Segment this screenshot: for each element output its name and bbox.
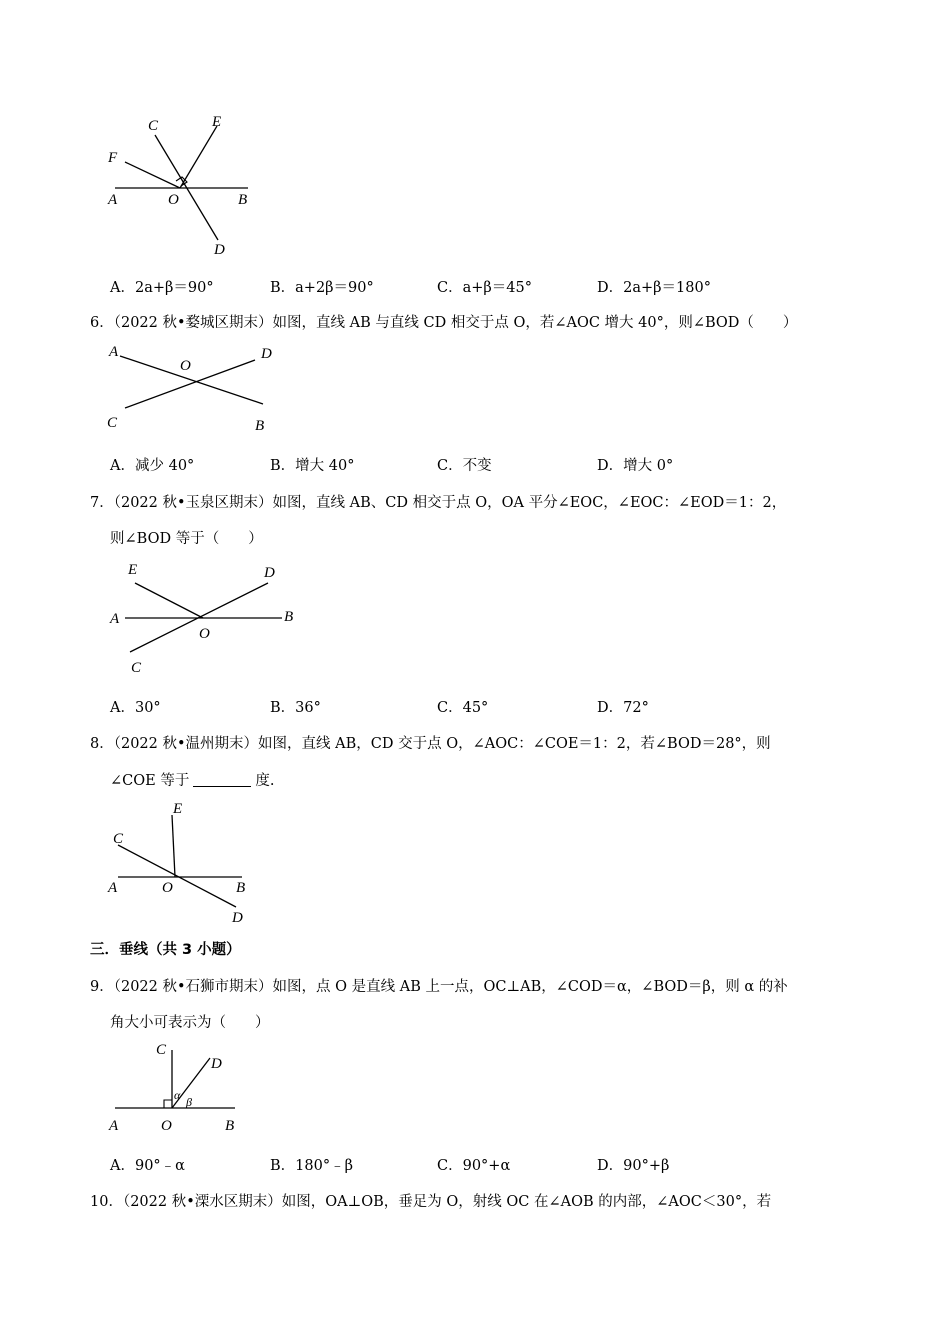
line-ab bbox=[120, 356, 263, 404]
q6-option-c: C．不变 bbox=[437, 458, 492, 474]
q9-option-a: A．90°﹣α bbox=[110, 1158, 185, 1174]
q5-option-b: B．a+2β＝90° bbox=[270, 280, 374, 296]
label-e: E bbox=[212, 114, 222, 130]
q9-stem-line2: 角大小可表示为（ ） bbox=[110, 1015, 270, 1031]
ray-oe bbox=[180, 126, 217, 188]
q6-option-a: A．减少 40° bbox=[110, 458, 195, 474]
q6-stem: 6．（2022 秋•婺城区期末）如图，直线 AB 与直线 CD 相交于点 O，若∠AOC 增大 40°，则∠BOD（ ） bbox=[90, 315, 798, 331]
label-d: D bbox=[264, 565, 275, 581]
label-d: D bbox=[232, 910, 243, 926]
label-b: B bbox=[225, 1118, 235, 1134]
answer-blank[interactable] bbox=[193, 772, 251, 787]
q8-stem-line1: 8．（2022 秋•温州期末）如图，直线 AB，CD 交于点 O，∠AOC：∠COE＝1：2，若∠BOD＝28°，则 bbox=[90, 736, 771, 752]
line-cd bbox=[118, 845, 236, 907]
q6-figure bbox=[100, 338, 290, 438]
section-title: 三．垂线（共 3 小题） bbox=[90, 942, 241, 958]
label-e: E bbox=[128, 562, 138, 578]
label-b: B bbox=[284, 609, 294, 625]
label-f: F bbox=[108, 150, 118, 166]
label-alpha: α bbox=[174, 1088, 181, 1102]
q5-option-d: D．2a+β＝180° bbox=[597, 280, 711, 296]
q7-stem-line2: 则∠BOD 等于（ ） bbox=[110, 531, 263, 547]
label-o: O bbox=[162, 880, 173, 896]
label-d: D bbox=[214, 242, 225, 258]
q9-option-b: B．180°﹣β bbox=[270, 1158, 353, 1174]
label-e: E bbox=[173, 801, 183, 817]
q7-figure bbox=[100, 555, 310, 680]
q8-stem-line2: ∠COE 等于 度. bbox=[110, 773, 275, 789]
label-a: A bbox=[108, 192, 118, 208]
q7-option-c: C．45° bbox=[437, 700, 489, 716]
label-b: B bbox=[236, 880, 246, 896]
label-c: C bbox=[113, 831, 124, 847]
q9-option-c: C．90°+α bbox=[437, 1158, 511, 1174]
label-d: D bbox=[261, 346, 272, 362]
label-beta: β bbox=[186, 1095, 192, 1109]
q10-stem: 10．（2022 秋•溧水区期末）如图，OA⊥OB，垂足为 O，射线 OC 在∠AOB 的内部，∠AOC＜30°，若 bbox=[90, 1194, 772, 1210]
q9-option-d: D．90°+β bbox=[597, 1158, 670, 1174]
q7-option-b: B．36° bbox=[270, 700, 321, 716]
label-a: A bbox=[110, 611, 120, 627]
label-a: A bbox=[109, 344, 119, 360]
q9-stem-line1: 9．（2022 秋•石狮市期末）如图，点 O 是直线 AB 上一点，OC⊥AB，∠COD＝α，∠BOD＝β，则 α 的补 bbox=[90, 979, 788, 995]
label-b: B bbox=[238, 192, 248, 208]
ray-oe bbox=[172, 815, 175, 877]
label-c: C bbox=[107, 415, 118, 431]
label-c: C bbox=[148, 118, 159, 134]
label-c: C bbox=[131, 660, 142, 676]
q7-option-d: D．72° bbox=[597, 700, 649, 716]
q9-figure bbox=[100, 1038, 260, 1138]
ray-of bbox=[125, 162, 180, 188]
label-a: A bbox=[109, 1118, 119, 1134]
q8-figure bbox=[100, 795, 260, 927]
label-a: A bbox=[108, 880, 118, 896]
label-o: O bbox=[168, 192, 179, 208]
label-b: B bbox=[255, 418, 265, 434]
label-d: D bbox=[211, 1056, 222, 1072]
right-angle-mark bbox=[164, 1100, 172, 1108]
label-o: O bbox=[180, 358, 191, 374]
label-c: C bbox=[156, 1042, 167, 1058]
q7-option-a: A．30° bbox=[110, 700, 161, 716]
q5-option-c: C．a+β＝45° bbox=[437, 280, 532, 296]
label-o: O bbox=[199, 626, 210, 642]
q6-option-d: D．增大 0° bbox=[597, 458, 674, 474]
q6-option-b: B．增大 40° bbox=[270, 458, 355, 474]
label-o: O bbox=[161, 1118, 172, 1134]
q5-option-a: A．2a+β＝90° bbox=[110, 280, 214, 296]
q7-stem-line1: 7．（2022 秋•玉泉区期末）如图，直线 AB、CD 相交于点 O，OA 平分∠EOC，∠EOC：∠EOD＝1：2， bbox=[90, 495, 787, 511]
q5-figure bbox=[100, 110, 270, 260]
ray-oe bbox=[135, 583, 203, 618]
